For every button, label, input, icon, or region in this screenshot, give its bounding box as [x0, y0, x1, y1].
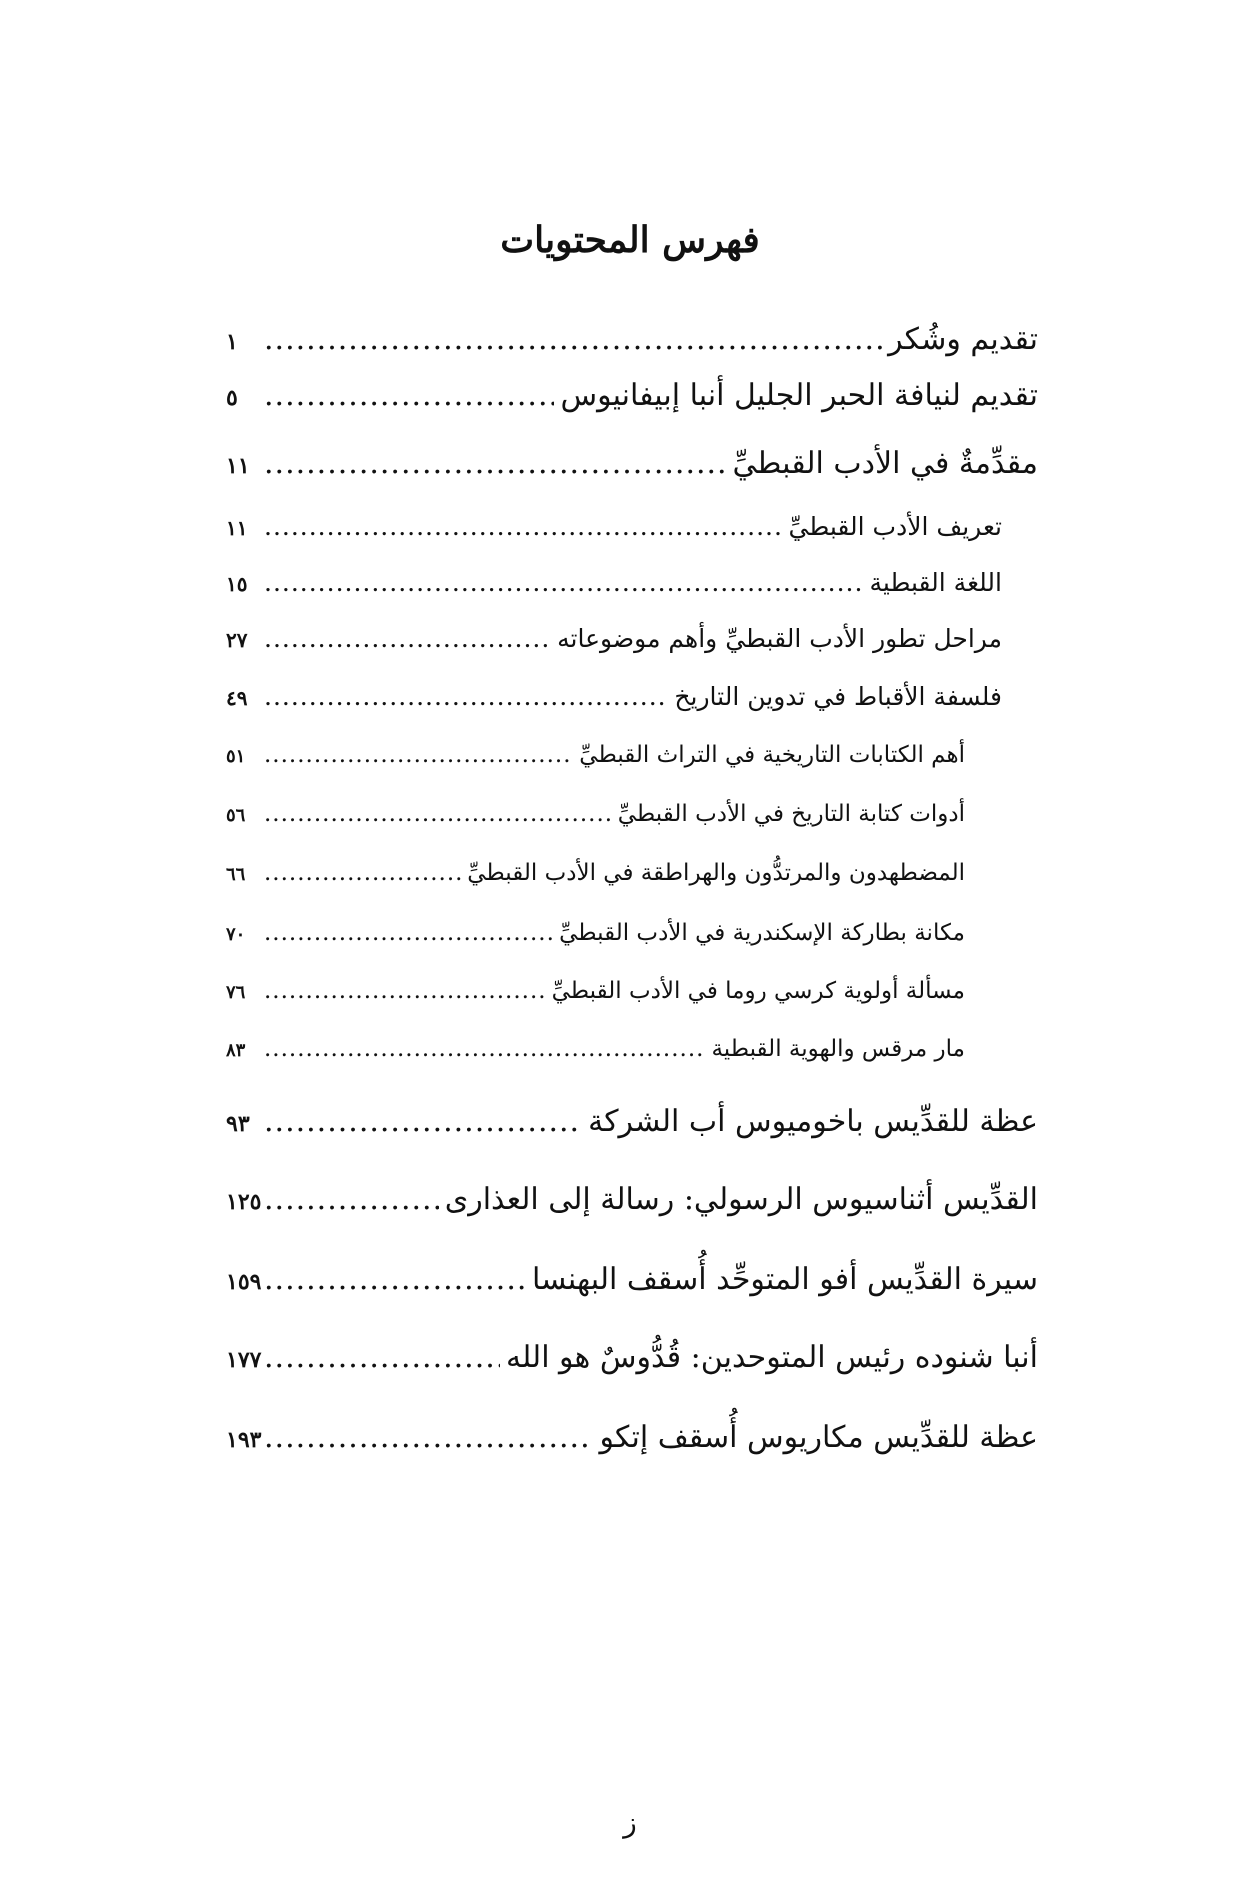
toc-entry-label: اللغة القبطية	[869, 568, 1002, 597]
dot-leader	[264, 512, 782, 541]
dot-leader	[264, 1036, 705, 1062]
toc-entry-label: مراحل تطور الأدب القبطيِّ وأهم موضوعاته	[557, 624, 1002, 653]
toc-page-number: ٦٦	[226, 864, 246, 885]
toc-entry	[226, 682, 1002, 740]
page-title: فهرس المحتويات	[500, 219, 760, 261]
toc-page-number: ١٧٧	[226, 1347, 262, 1373]
toc-entry-label: أدوات كتابة التاريخ في الأدب القبطيِّ	[617, 801, 965, 827]
toc-entry	[226, 1182, 1038, 1240]
toc-entry-label: تقديم لنيافة الحبر الجليل أنبا إبيفانيوس	[560, 378, 1038, 413]
toc-entry	[226, 568, 1002, 626]
toc-page-number: ٥١	[226, 746, 246, 767]
toc-entry	[226, 378, 1038, 436]
dot-leader	[264, 378, 554, 413]
toc-entry	[226, 322, 1038, 380]
toc-entry-label: عظة للقدِّيس مكاريوس أُسقف إتكو	[599, 1420, 1038, 1455]
dot-leader	[264, 860, 461, 886]
dot-leader	[264, 1182, 439, 1217]
toc-page-number: ٧٦	[226, 982, 246, 1003]
toc-entry	[226, 1340, 1038, 1398]
toc-entry	[226, 1104, 1038, 1162]
toc-page-number: ٥	[226, 385, 238, 411]
dot-leader	[264, 801, 612, 827]
toc-entry-label: سيرة القدِّيس أفو المتوحِّد أُسقف البهنسا	[532, 1262, 1038, 1297]
dot-leader	[264, 322, 882, 357]
toc-entry	[226, 624, 1002, 682]
toc-entry	[226, 1262, 1038, 1320]
dot-leader	[264, 742, 573, 768]
dot-leader	[264, 446, 727, 481]
toc-entry	[226, 742, 965, 800]
toc-page-number: ٩٣	[226, 1111, 250, 1137]
toc-entry	[226, 920, 965, 978]
toc-page-number: ٤٩	[226, 686, 248, 710]
toc-entry-label: تقديم وشُكر	[888, 322, 1038, 357]
toc-entry	[226, 860, 965, 918]
toc-page-number: ١٩٣	[226, 1427, 262, 1453]
toc-entry	[226, 978, 965, 1036]
toc-page-number: ١٥	[226, 572, 248, 596]
page-number-footer: ز	[623, 1806, 637, 1839]
toc-entry-label: مقدِّمةٌ في الأدب القبطيِّ	[732, 446, 1038, 481]
dot-leader	[264, 568, 864, 597]
toc-entry	[226, 1036, 965, 1094]
toc-page-number: ١٢٥	[226, 1189, 262, 1215]
dot-leader	[264, 1340, 500, 1375]
dot-leader	[264, 978, 546, 1004]
toc-entry-label: مكانة بطاركة الإسكندرية في الأدب القبطيِّ	[559, 920, 965, 946]
dot-leader	[264, 1104, 582, 1139]
toc-page-number: ١١	[226, 516, 248, 540]
toc-page-number: ٧٠	[226, 924, 246, 945]
toc-entry	[226, 512, 1002, 570]
toc-entry-label: مار مرقس والهوية القبطية	[711, 1036, 965, 1062]
toc-entry-label: أهم الكتابات التاريخية في التراث القبطيِّ	[579, 742, 965, 768]
toc-entry-label: القدِّيس أثناسيوس الرسولي: رسالة إلى العذارى	[444, 1182, 1038, 1217]
toc-entry	[226, 446, 1038, 504]
toc-entry-label: أنبا شنوده رئيس المتوحدين: قُدُّوسٌ هو الله	[506, 1340, 1038, 1375]
dot-leader	[264, 624, 551, 653]
dot-leader	[264, 1262, 526, 1297]
toc-page-number: ١	[226, 329, 238, 355]
toc-entry-label: عظة للقدِّيس باخوميوس أب الشركة	[588, 1104, 1038, 1139]
toc-page-number: ٢٧	[226, 628, 248, 652]
toc-entry-label: مسألة أولوية كرسي روما في الأدب القبطيِّ	[551, 978, 965, 1004]
dot-leader	[264, 1420, 593, 1455]
toc-page-number: ١١	[226, 453, 250, 479]
toc-page-number: ١٥٩	[226, 1269, 262, 1295]
dot-leader	[264, 682, 668, 711]
toc-entry	[226, 1420, 1038, 1478]
toc-entry	[226, 801, 965, 859]
toc-entry-label: المضطهدون والمرتدُّون والهراطقة في الأدب القبطيِّ	[467, 860, 965, 886]
toc-entry-label: تعريف الأدب القبطيِّ	[788, 512, 1002, 541]
toc-page-number: ٥٦	[226, 805, 246, 826]
toc-page-number: ٨٣	[226, 1040, 246, 1061]
dot-leader	[264, 920, 553, 946]
toc-entry-label: فلسفة الأقباط في تدوين التاريخ	[674, 682, 1002, 711]
